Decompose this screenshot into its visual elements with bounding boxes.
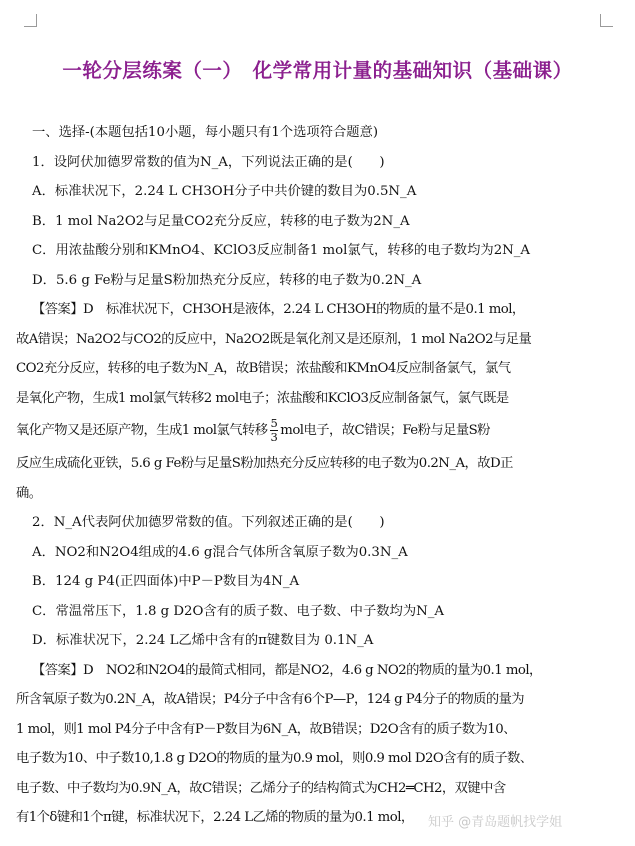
question-1-stem: 1．设阿伏加德罗常数的值为N_A，下列说法正确的是( ) [32,154,385,170]
question-2-option-d: D．标准状况下，2.24 L乙烯中含有的π键数目为 0.1N_A [32,633,374,648]
zhihu-watermark: 知乎 @青岛题帆找学姐 [428,815,563,830]
question-2-stem: 2．N_A代表阿伏加德罗常数的值。下列叙述正确的是( ) [32,515,385,530]
crop-mark-top-left [24,14,37,27]
answer-2-line-5: 电子数、中子数均为0.9N_A，故C错误；乙烯分子的结构简式为CH2═CH2，双键中含 [16,780,506,796]
page-title: 一轮分层练案（一） 化学常用计量的基础知识（基础课） [62,59,573,82]
answer-1-line-6: 反应生成硫化亚铁，5.6 g Fe粉与足量S粉加热充分反应转移的电子数为0.2N_A，故D正 [16,456,513,471]
answer-1-line-5 [16,413,619,449]
question-2-option-a: A．NO2和N2O4组成的4.6 g混合气体所含氧原子数为0.3N_A [32,544,408,560]
answer-1-line-2: 故A错误；Na2O2与CO2的反应中，Na2O2既是氧化剂又是还原剂，1 mol Na2O2与足量 [16,331,532,347]
question-1-option-a: A．标准状况下，2.24 L CH3OH分子中共价键的数目为0.5N_A [32,184,417,199]
answer-1-line-1: 【答案】D 标准状况下，CH3OH是液体，2.24 L CH3OH的物质的量不是0.1 mol， [32,302,525,317]
fraction-numerator: 5 [270,416,278,430]
answer-2-line-2: 所含氧原子数为0.2N_A，故A错误；P4分子中含有6个P—P，124 g P4分子的物质的量为 [16,692,525,707]
answer-2-line-3: 1 mol，则1 mol P4分子中含有P－P数目为6N_A，故B错误；D2O含有的质子数为10、 [16,721,516,737]
answer-2-line-1: 【答案】D NO2和N2O4的最简式相同，都是NO2，4.6 g NO2的物质的量为0.1 mol， [32,662,542,678]
question-2-option-c: C．常温常压下，1.8 g D2O含有的质子数、电子数、中子数均为N_A [32,603,445,619]
question-1-option-d: D．5.6 g Fe粉与足量S粉加热充分反应，转移的电子数为0.2N_A [32,272,422,288]
question-1-option-c: C．用浓盐酸分别和KMnO4、KClO3反应制备1 mol氯气，转移的电子数均为2N_A [32,243,531,258]
answer-1-line-5-b: mol电子，故C错误；Fe粉与足量S粉 [280,423,490,438]
answer-1-line-5-a: 氧化产物又是还原产物，生成1 mol氯气转移 [16,423,268,438]
answer-2-line-4: 电子数为10、中子数10,1.8 g D2O的物质的量为0.9 mol，则0.9 mol D2O含有的质子数、 [16,751,533,766]
answer-1-line-7: 确。 [16,485,42,501]
fraction-five-thirds [270,417,279,444]
answer-1-line-4: 是氧化产物，生成1 mol氯气转移2 mol电子；浓盐酸和KClO3反应制备氯气，氯气既是 [16,390,509,406]
fraction-denominator: 3 [270,430,278,444]
document-body [16,118,619,833]
question-1-option-b: B．1 mol Na2O2与足量CO2充分反应，转移的电子数为2N_A [32,213,410,229]
answer-2-line-6: 有1个δ键和1个π键，标准状况下，2.24 L乙烯的物质的量为0.1 mol， [16,810,414,825]
crop-mark-top-right [600,14,613,27]
question-2-option-b: B．124 g P4(正四面体)中P－P数目为4N_A [32,574,300,589]
answer-1-line-3: CO2充分反应，转移的电子数为N_A，故B错误；浓盐酸和KMnO4反应制备氯气，氯气 [16,361,511,376]
section-heading: 一、选择-(本题包括10小题，每小题只有1个选项符合题意) [32,125,379,140]
